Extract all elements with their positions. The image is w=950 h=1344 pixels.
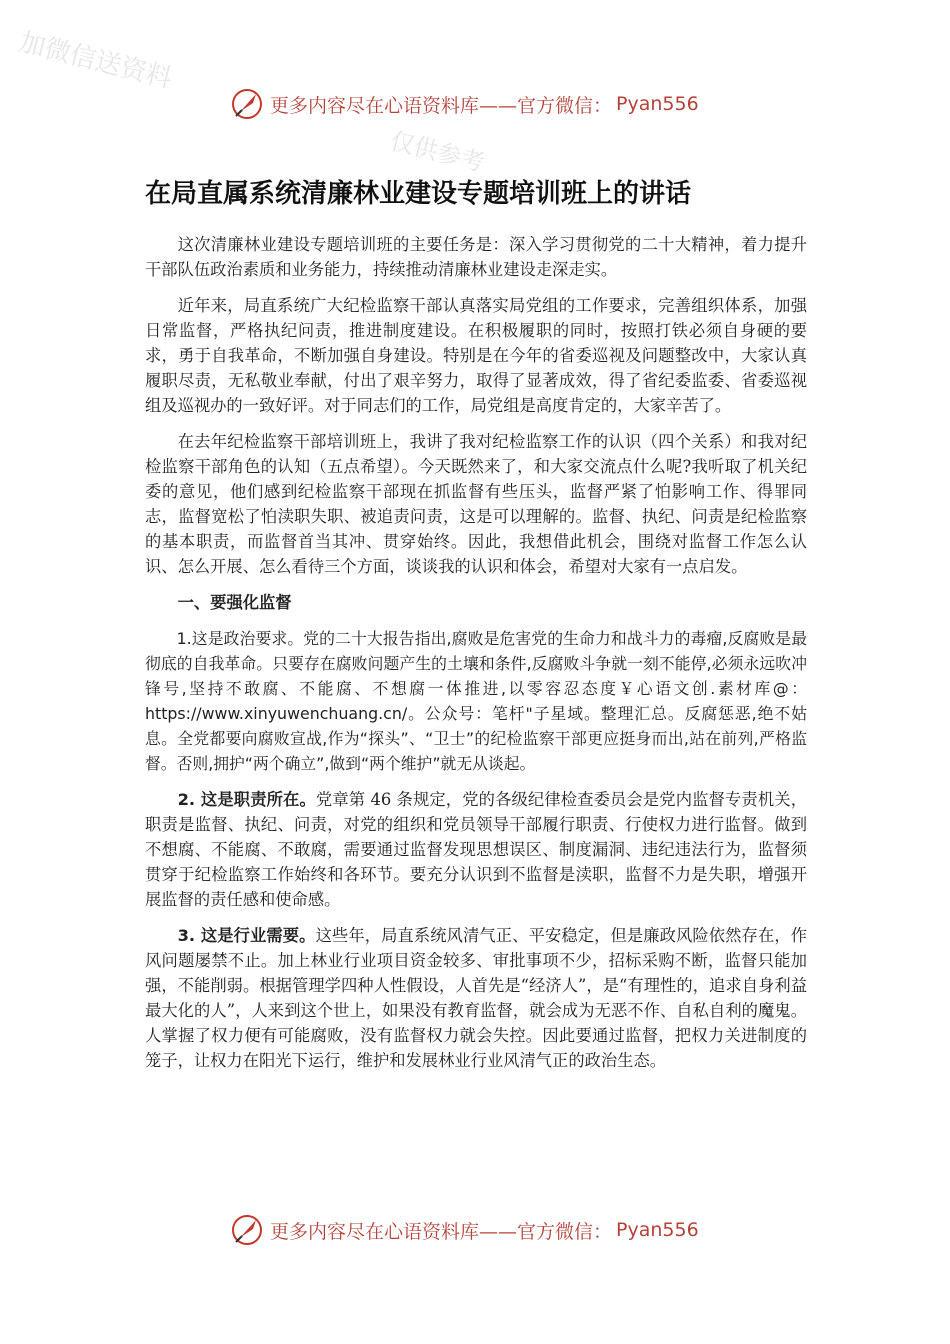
footer-banner	[230, 1210, 699, 1250]
item-industry-lead: 3. 这是行业需要。	[177, 926, 316, 945]
paragraph-last-year: 在去年纪检监察干部培训班上，我讲了我对纪检监察工作的认识（四个关系）和我对纪检监察干部角色的认知（五点希望）。今天既然来了，和大家交流点什么呢?我听取了机关纪委的意见，他们感到纪检监察干部现在抓监督有些压头，监督严紧了怕影响工作、得罪同志，监督宽松了怕渎职失职、被追责问责，这是可以理解的。监督、执纪、问责是纪检监察的基本职责，而监督首当其冲、贯穿始终。因此，我想借此机会，围绕对监督工作怎么认识、怎么开展、怎么看待三个方面，谈谈我的认识和体会，希望对大家有一点启发。	[145, 432, 807, 576]
item-duty-text: 党章第 46 条规定，党的各级纪律检查委员会是党内监督专责机关，职责是监督、执纪、问责，对党的组织和党员领导干部履行职责、行使权力进行监督。做到不想腐、不能腐、不敢腐，需要通过监督发现思想误区、制度漏洞、违纪违法行为，监督须贯穿于纪检监察工作始终和各环节。要充分认识到不监督是渎职，监督不力是失职，增强开展监督的责任感和使命感。	[145, 790, 807, 909]
banner-text: 更多内容尽在心语资料库——官方微信：	[270, 1220, 613, 1243]
paragraph-intro: 这次清廉林业建设专题培训班的主要任务是：深入学习贯彻党的二十大精神，着力提升干部队伍政治素质和业务能力，持续推动清廉林业建设走深走实。	[145, 235, 807, 279]
section-heading-1: 一、要强化监督	[177, 593, 292, 612]
document-body	[145, 232, 807, 1084]
page-title: 在局直属系统清廉林业建设专题培训班上的讲话	[145, 179, 692, 209]
watermark-top-left: 加微信送资料	[16, 27, 175, 95]
paragraph-recent-years: 近年来，局直系统广大纪检监察干部认真落实局党组的工作要求，完善组织体系，加强日常监督，严格执纪问责，推进制度建设。在积极履职的同时，按照打铁必须自身硬的要求，勇于自我革命，不断加强自身建设。特别是在今年的省委巡视及问题整改中，大家认真履职尽责，无私敬业奉献，付出了艰辛努力，取得了显著成效，得了省纪委监委、省委巡视组及巡视办的一致好评。对于同志们的工作，局党组是高度肯定的，大家辛苦了。	[145, 296, 807, 415]
item-political-requirement: 1.这是政治要求。党的二十大报告指出,腐败是危害党的生命力和战斗力的毒瘤,反腐败是最彻底的自我革命。只要存在腐败问题产生的土壤和条件,反腐败斗争就一刻不能停,必须永远吹冲锋号,坚持不敢腐、不能腐、不想腐一体推进,以零容忍态度￥心语文创.素材库@：https://www.xinyuwenchuang.cn/。公众号：笔杆"子星域。整理汇总。反腐惩恶,绝不姑息。全党都要向腐败宣战,作为“探头”、“卫士”的纪检监察干部更应挺身而出,站在前列,严格监督。否则,拥护“两个确立”,做到“两个维护”就无从谈起。	[145, 629, 807, 773]
quill-logo-icon	[230, 87, 264, 121]
item-duty	[145, 787, 807, 912]
banner-wechat-id: Pyan556	[616, 93, 699, 115]
item-industry-need	[145, 923, 807, 1073]
quill-logo-icon	[230, 1213, 264, 1247]
item-duty-lead: 2. 这是职责所在。	[177, 790, 316, 809]
banner-wechat-id: Pyan556	[616, 1219, 699, 1241]
watermark-top-center: 仅供参考	[387, 126, 488, 178]
item-industry-text: 这些年，局直系统风清气正、平安稳定，但是廉政风险依然存在，作风问题屡禁不止。加上林业行业项目资金较多、审批事项不少，招标采购不断，监督只能加强，不能削弱。根据管理学四种人性假设，人首先是“经济人”，是“有理性的，追求自身利益最大化的人”，人来到这个世上，如果没有教育监督，就会成为无恶不作、自私自利的魔鬼。人掌握了权力便有可能腐败，没有监督权力就会失控。因此要通过监督，把权力关进制度的笼子，让权力在阳光下运行，维护和发展林业行业风清气正的政治生态。	[145, 926, 807, 1070]
header-banner	[230, 84, 699, 124]
banner-text: 更多内容尽在心语资料库——官方微信：	[270, 94, 613, 117]
